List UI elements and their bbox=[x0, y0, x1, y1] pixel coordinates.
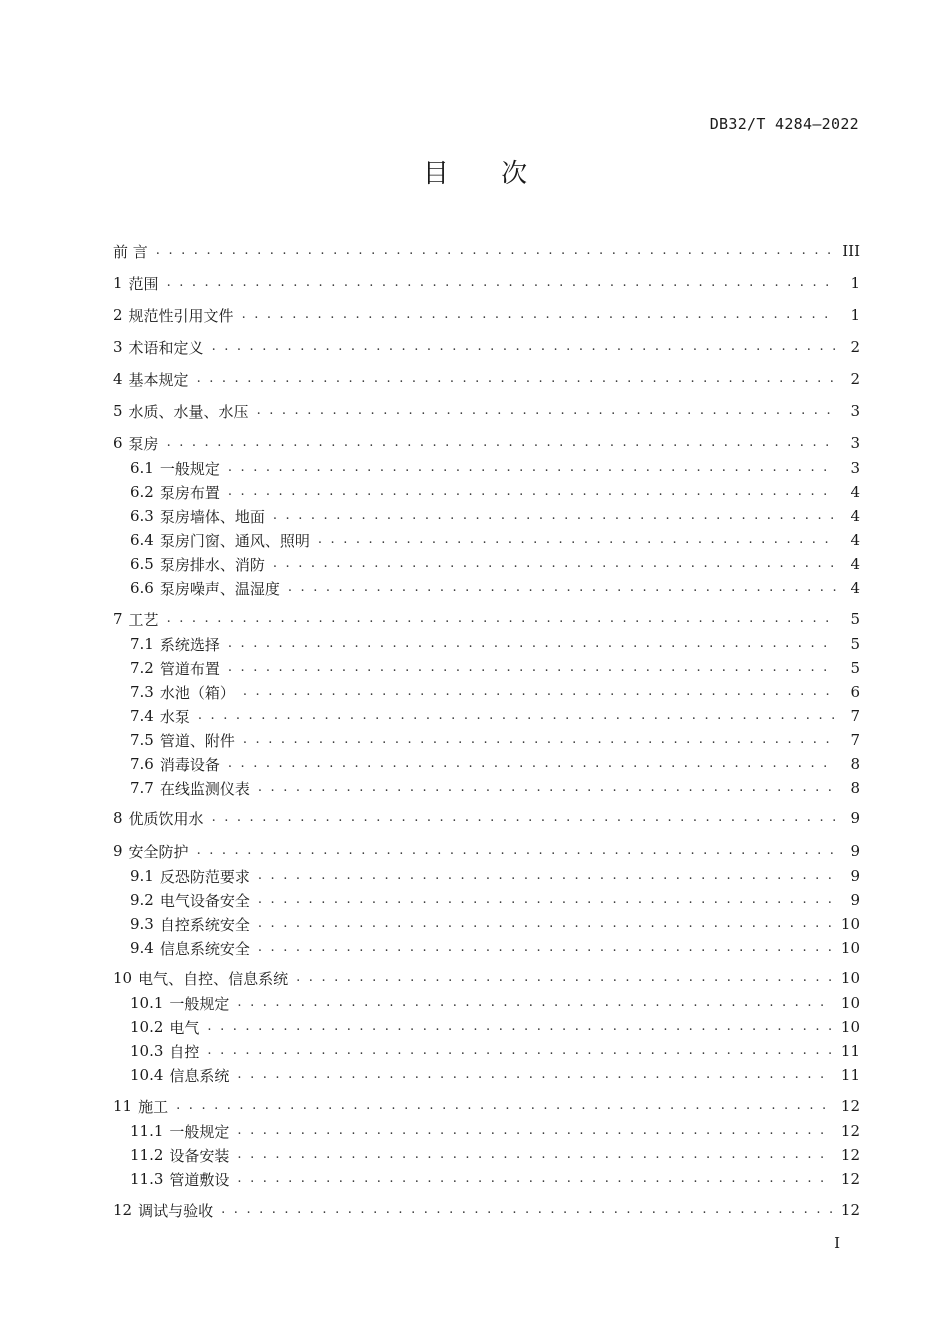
page-number: I bbox=[834, 1234, 840, 1252]
toc-leader-dots bbox=[221, 1199, 833, 1221]
toc-entry-label: 反恐防范要求 bbox=[159, 867, 250, 886]
toc-entry[interactable] bbox=[113, 840, 860, 862]
toc-entry[interactable] bbox=[130, 529, 860, 551]
toc-entry-page: 4 bbox=[850, 555, 860, 573]
toc-entry[interactable] bbox=[130, 1144, 860, 1166]
toc-leader-dots bbox=[167, 272, 836, 294]
toc-entry-number: 6.2 bbox=[130, 483, 154, 501]
toc-leader-dots bbox=[318, 529, 836, 551]
toc-entry-label: 泵房 bbox=[128, 434, 159, 453]
toc-entry-number: 7 bbox=[113, 610, 123, 628]
toc-entry-label: 基本规定 bbox=[128, 370, 189, 389]
toc-entry-label: 前 言 bbox=[113, 242, 148, 261]
toc-entry-number: 12 bbox=[113, 1201, 133, 1219]
toc-leader-dots bbox=[207, 1016, 832, 1038]
toc-entry-page: 10 bbox=[840, 1018, 860, 1036]
toc-entry[interactable] bbox=[130, 992, 860, 1014]
toc-leader-dots bbox=[296, 967, 833, 989]
toc-entry-label: 消毒设备 bbox=[159, 755, 220, 774]
toc-leader-dots bbox=[228, 633, 836, 655]
toc-entry[interactable] bbox=[130, 1064, 860, 1086]
toc-entry-label: 泵房排水、消防 bbox=[159, 555, 265, 574]
toc-entry-page: 9 bbox=[850, 842, 860, 860]
toc-entry-label: 电气 bbox=[169, 1018, 200, 1037]
toc-entry-label: 水池（箱） bbox=[159, 683, 235, 702]
toc-entry-page: 12 bbox=[840, 1170, 860, 1188]
toc-entry-page: 4 bbox=[850, 483, 860, 501]
toc-leader-dots bbox=[156, 240, 834, 262]
toc-entry[interactable] bbox=[130, 937, 860, 959]
toc-entry[interactable] bbox=[130, 729, 860, 751]
toc-entry-page: III bbox=[842, 242, 860, 260]
toc-entry-label: 术语和定义 bbox=[128, 338, 204, 357]
toc-entry-label: 信息系统 bbox=[169, 1066, 230, 1085]
toc-entry[interactable] bbox=[113, 368, 860, 390]
toc-entry[interactable] bbox=[130, 1040, 860, 1062]
toc-leader-dots bbox=[176, 1095, 833, 1117]
toc-entry-page: 5 bbox=[850, 659, 860, 677]
toc-entry[interactable] bbox=[130, 481, 860, 503]
toc-entry[interactable] bbox=[130, 777, 860, 799]
toc-leader-dots bbox=[237, 1120, 832, 1142]
toc-leader-dots bbox=[273, 553, 836, 575]
toc-entry-label: 信息系统安全 bbox=[159, 939, 250, 958]
toc-leader-dots bbox=[228, 753, 836, 775]
toc-entry[interactable] bbox=[130, 889, 860, 911]
toc-entry[interactable] bbox=[113, 608, 860, 630]
toc-entry[interactable] bbox=[130, 753, 860, 775]
toc-entry-number: 5 bbox=[113, 402, 123, 420]
toc-entry-label: 水泵 bbox=[159, 707, 190, 726]
toc-leader-dots bbox=[237, 1144, 832, 1166]
toc-entry-label: 工艺 bbox=[128, 610, 159, 629]
toc-entry-page: 4 bbox=[850, 507, 860, 525]
toc-leader-dots bbox=[198, 705, 836, 727]
toc-entry-label: 规范性引用文件 bbox=[128, 306, 234, 325]
toc-leader-dots bbox=[212, 336, 836, 358]
toc-entry-number: 10.1 bbox=[130, 994, 164, 1012]
toc-leader-dots bbox=[197, 368, 836, 390]
toc-entry-page: 12 bbox=[840, 1122, 860, 1140]
toc-entry-label: 电气设备安全 bbox=[159, 891, 250, 910]
toc-entry-page: 1 bbox=[850, 274, 860, 292]
toc-entry[interactable] bbox=[113, 272, 860, 294]
toc-leader-dots bbox=[258, 937, 833, 959]
toc-entry[interactable] bbox=[113, 336, 860, 358]
toc-entry-label: 一般规定 bbox=[159, 459, 220, 478]
toc-entry-label: 设备安装 bbox=[169, 1146, 230, 1165]
toc-entry-number: 7.6 bbox=[130, 755, 154, 773]
toc-entry[interactable] bbox=[130, 633, 860, 655]
toc-leader-dots bbox=[167, 432, 836, 454]
toc-entry-page: 3 bbox=[850, 402, 860, 420]
toc-entry-page: 9 bbox=[850, 809, 860, 827]
toc-entry-page: 8 bbox=[850, 755, 860, 773]
toc-entry-number: 9 bbox=[113, 842, 123, 860]
toc-entry[interactable] bbox=[130, 865, 860, 887]
toc-entry-label: 一般规定 bbox=[169, 1122, 230, 1141]
toc-entry-number: 2 bbox=[113, 306, 123, 324]
toc-leader-dots bbox=[242, 304, 836, 326]
toc-entry-number: 11.1 bbox=[130, 1122, 164, 1140]
toc-entry-number: 9.2 bbox=[130, 891, 154, 909]
toc-entry-number: 8 bbox=[113, 809, 123, 827]
toc-entry-number: 6.5 bbox=[130, 555, 154, 573]
toc-entry-page: 1 bbox=[850, 306, 860, 324]
toc-entry-label: 调试与验收 bbox=[138, 1201, 214, 1220]
toc-entry[interactable] bbox=[130, 1120, 860, 1142]
toc-entry-page: 11 bbox=[840, 1042, 860, 1060]
toc-entry[interactable] bbox=[130, 657, 860, 679]
toc-entry-page: 3 bbox=[850, 459, 860, 477]
toc-entry-page: 6 bbox=[850, 683, 860, 701]
toc-entry-number: 4 bbox=[113, 370, 123, 388]
toc-leader-dots bbox=[228, 481, 836, 503]
toc-entry-number: 7.7 bbox=[130, 779, 154, 797]
toc-entry-label: 安全防护 bbox=[128, 842, 189, 861]
toc-leader-dots bbox=[197, 840, 836, 862]
toc-entry-label: 自控系统安全 bbox=[159, 915, 250, 934]
toc-entry-label: 范围 bbox=[128, 274, 159, 293]
toc-entry[interactable] bbox=[130, 1016, 860, 1038]
toc-entry-number: 10.4 bbox=[130, 1066, 164, 1084]
toc-leader-dots bbox=[237, 1168, 832, 1190]
toc-entry-number: 7.1 bbox=[130, 635, 154, 653]
toc-entry-number: 10.3 bbox=[130, 1042, 164, 1060]
toc-entry-page: 2 bbox=[850, 338, 860, 356]
toc-entry-label: 泵房门窗、通风、照明 bbox=[159, 531, 310, 550]
toc-entry-number: 11.3 bbox=[130, 1170, 164, 1188]
toc-leader-dots bbox=[243, 729, 836, 751]
toc-entry-label: 一般规定 bbox=[169, 994, 230, 1013]
toc-entry-label: 管道、附件 bbox=[159, 731, 235, 750]
toc-entry-number: 7.4 bbox=[130, 707, 154, 725]
toc-leader-dots bbox=[258, 913, 833, 935]
toc-entry-number: 6 bbox=[113, 434, 123, 452]
toc-entry-label: 水质、水量、水压 bbox=[128, 402, 249, 421]
toc-entry-number: 9.4 bbox=[130, 939, 154, 957]
toc-entry[interactable] bbox=[130, 553, 860, 575]
toc-entry-number: 3 bbox=[113, 338, 123, 356]
toc-entry-page: 10 bbox=[840, 994, 860, 1012]
toc-entry-page: 12 bbox=[840, 1201, 860, 1219]
toc-entry[interactable] bbox=[113, 967, 860, 989]
toc-entry-page: 11 bbox=[840, 1066, 860, 1084]
toc-entry-label: 管道敷设 bbox=[169, 1170, 230, 1189]
toc-entry-number: 1 bbox=[113, 274, 123, 292]
toc-entry-number: 10.2 bbox=[130, 1018, 164, 1036]
toc-leader-dots bbox=[237, 1064, 832, 1086]
toc-entry-page: 10 bbox=[840, 915, 860, 933]
toc-entry-page: 8 bbox=[850, 779, 860, 797]
toc-entry-number: 6.3 bbox=[130, 507, 154, 525]
toc-entry-page: 3 bbox=[850, 434, 860, 452]
toc-entry-page: 4 bbox=[850, 531, 860, 549]
toc-entry-page: 7 bbox=[850, 731, 860, 749]
toc-leader-dots bbox=[273, 505, 836, 527]
toc-entry-label: 优质饮用水 bbox=[128, 809, 204, 828]
toc-entry[interactable] bbox=[113, 1095, 860, 1117]
toc-entry-page: 10 bbox=[840, 969, 860, 987]
toc-entry[interactable] bbox=[113, 304, 860, 326]
toc-leader-dots bbox=[167, 608, 836, 630]
toc-entry-page: 2 bbox=[850, 370, 860, 388]
toc-leader-dots bbox=[212, 807, 836, 829]
toc-leader-dots bbox=[288, 577, 836, 599]
toc-entry[interactable] bbox=[130, 681, 860, 703]
toc-entry-page: 9 bbox=[850, 867, 860, 885]
toc-entry-label: 在线监测仪表 bbox=[159, 779, 250, 798]
toc-leader-dots bbox=[258, 889, 836, 911]
toc-entry-number: 11.2 bbox=[130, 1146, 164, 1164]
toc-entry-number: 6.1 bbox=[130, 459, 154, 477]
toc-entry-number: 7.3 bbox=[130, 683, 154, 701]
toc-leader-dots bbox=[258, 777, 836, 799]
page-title: 目 次 bbox=[422, 159, 550, 189]
toc-leader-dots bbox=[207, 1040, 832, 1062]
toc-leader-dots bbox=[243, 681, 836, 703]
toc-entry-number: 6.4 bbox=[130, 531, 154, 549]
toc-entry-number: 11 bbox=[113, 1097, 133, 1115]
toc-entry[interactable] bbox=[130, 705, 860, 727]
toc-entry-number: 7.5 bbox=[130, 731, 154, 749]
toc-entry-label: 泵房噪声、温湿度 bbox=[159, 579, 280, 598]
toc-leader-dots bbox=[258, 865, 836, 887]
toc-entry-label: 系统选择 bbox=[159, 635, 220, 654]
toc-leader-dots bbox=[228, 457, 836, 479]
toc-entry[interactable] bbox=[130, 1168, 860, 1190]
toc-entry-label: 施工 bbox=[138, 1097, 169, 1116]
toc-entry[interactable] bbox=[130, 505, 860, 527]
toc-leader-dots bbox=[228, 657, 836, 679]
toc-entry-page: 7 bbox=[850, 707, 860, 725]
toc-entry-number: 7.2 bbox=[130, 659, 154, 677]
toc-entry-label: 自控 bbox=[169, 1042, 200, 1061]
toc-entry-page: 12 bbox=[840, 1097, 860, 1115]
toc-entry-label: 管道布置 bbox=[159, 659, 220, 678]
toc-entry-number: 6.6 bbox=[130, 579, 154, 597]
toc-entry-number: 9.1 bbox=[130, 867, 154, 885]
toc-entry-label: 泵房布置 bbox=[159, 483, 220, 502]
toc-entry[interactable] bbox=[113, 240, 860, 262]
toc-leader-dots bbox=[257, 400, 836, 422]
toc-entry[interactable] bbox=[113, 807, 860, 829]
toc-entry[interactable] bbox=[130, 577, 860, 599]
toc-entry-label: 泵房墙体、地面 bbox=[159, 507, 265, 526]
toc-entry[interactable] bbox=[113, 1199, 860, 1221]
toc-entry-page: 10 bbox=[840, 939, 860, 957]
toc-entry-page: 5 bbox=[850, 635, 860, 653]
standard-code: DB32/T 4284—2022 bbox=[709, 115, 859, 133]
toc-entry-page: 4 bbox=[850, 579, 860, 597]
toc-entry[interactable] bbox=[130, 913, 860, 935]
toc-entry[interactable] bbox=[113, 432, 860, 454]
toc-entry-page: 9 bbox=[850, 891, 860, 909]
toc-entry-number: 10 bbox=[113, 969, 133, 987]
toc-entry-page: 5 bbox=[850, 610, 860, 628]
toc-entry-label: 电气、自控、信息系统 bbox=[138, 969, 289, 988]
toc-entry[interactable] bbox=[113, 400, 860, 422]
toc-leader-dots bbox=[237, 992, 832, 1014]
toc-entry-number: 9.3 bbox=[130, 915, 154, 933]
toc-entry[interactable] bbox=[130, 457, 860, 479]
toc-entry-page: 12 bbox=[840, 1146, 860, 1164]
